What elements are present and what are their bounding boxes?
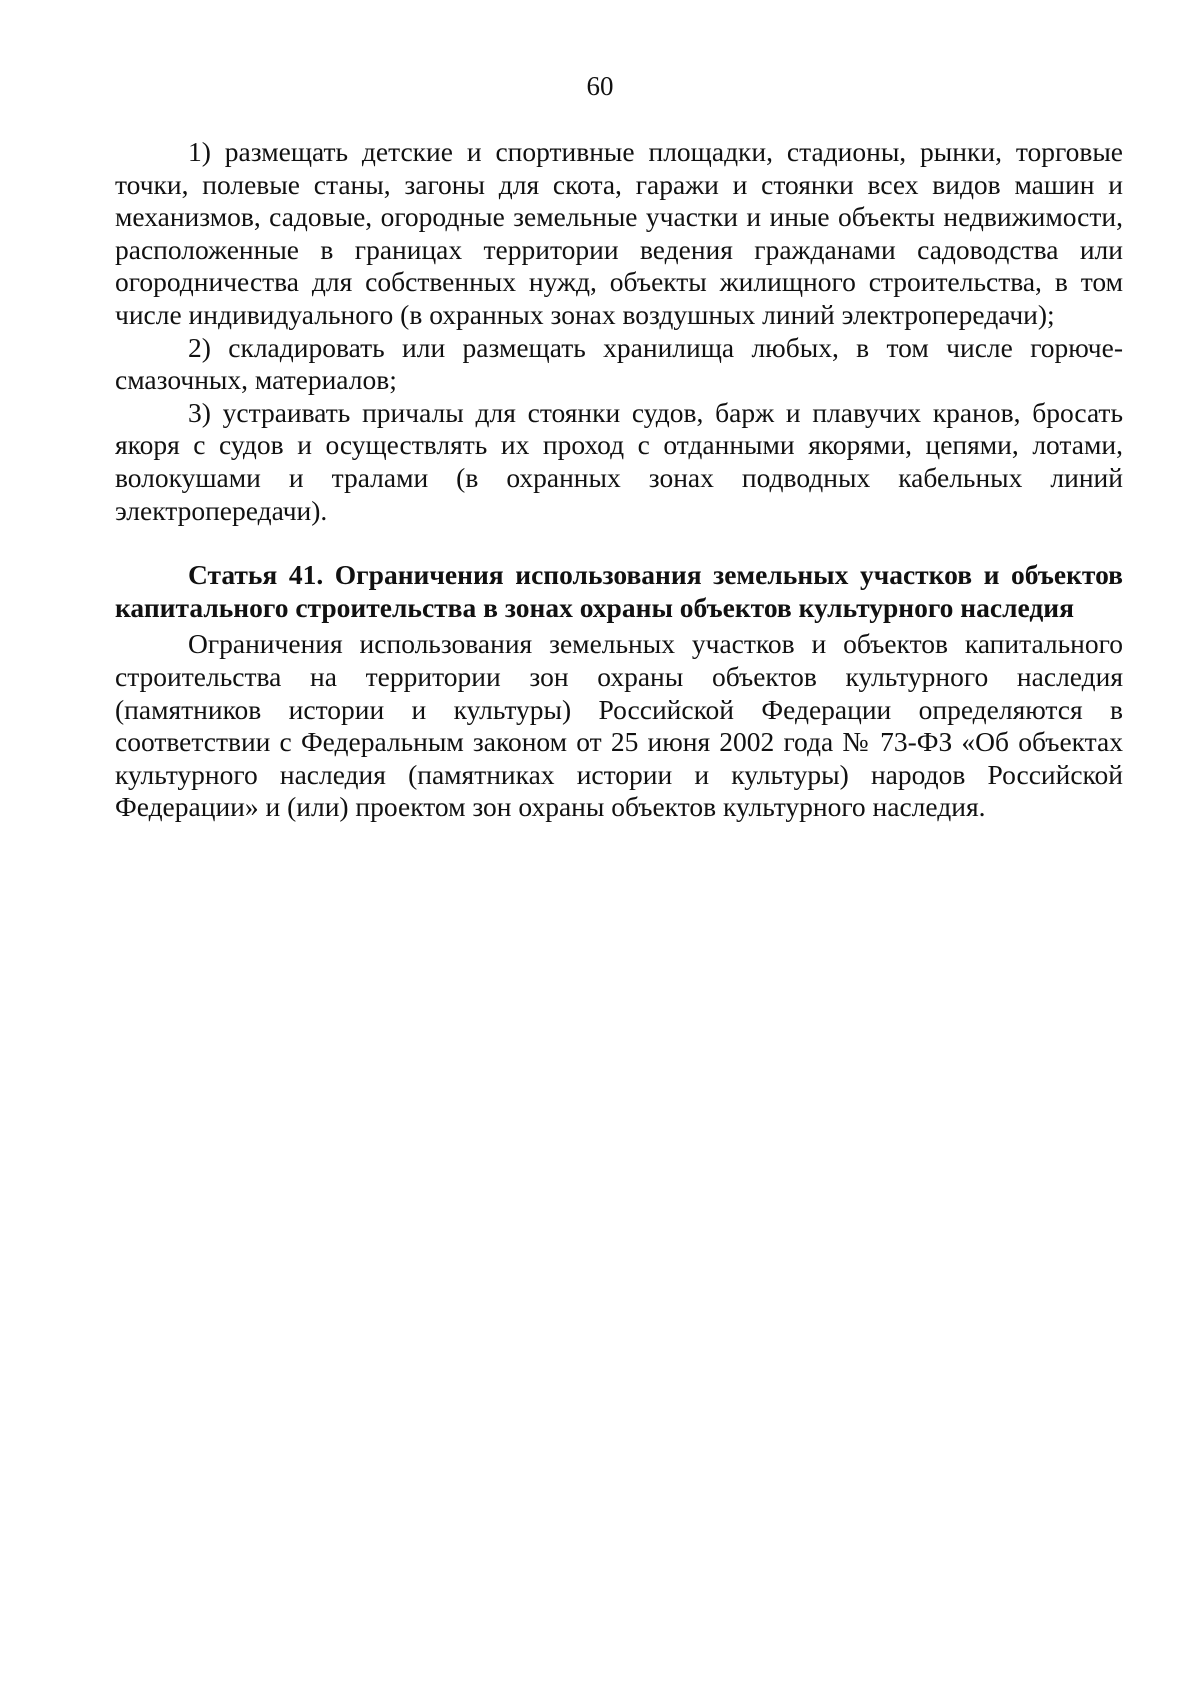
list-item-3: 3) устраивать причалы для стоянки судов, барж и плавучих кранов, бросать якоря с судов и осуществлять их проход с отданными якорями, цепями, лотами, волокушами и тралами (в охранных зонах подводных кабельных линий электропередачи).: [115, 396, 1123, 526]
document-body: [115, 136, 1123, 824]
list-item-1: 1) размещать детские и спортивные площадки, стадионы, рынки, торговые точки, полевые станы, загоны для скота, гаражи и стоянки всех видов машин и механизмов, садовые, огородные земельные участки и иные объекты недвижимости, расположенные в границах территории ведения гражданами садоводства или огородничества для собственных нужд, объекты жилищного строительства, в том числе индивидуального (в охранных зонах воздушных линий электропередачи);: [115, 136, 1123, 330]
article-heading: Статья 41. Ограничения использования земельных участков и объектов капитального строительства в зонах охраны объектов культурного наследия: [115, 559, 1123, 623]
list-item-2: 2) складировать или размещать хранилища любых, в том числе горюче-смазочных, материалов;: [115, 331, 1123, 396]
page-number: 60: [586, 71, 614, 101]
article-body: Ограничения использования земельных участков и объектов капитального строительства на территории зон охраны объектов культурного наследия (памятников истории и культуры) Российской Федерации определяются в соответствии с Федеральным законом от 25 июня 2002 года № 73-ФЗ «Об объектах культурного наследия (памятниках истории и культуры) народов Российской Федерации» и (или) проектом зон охраны объектов культурного наследия.: [115, 628, 1123, 823]
